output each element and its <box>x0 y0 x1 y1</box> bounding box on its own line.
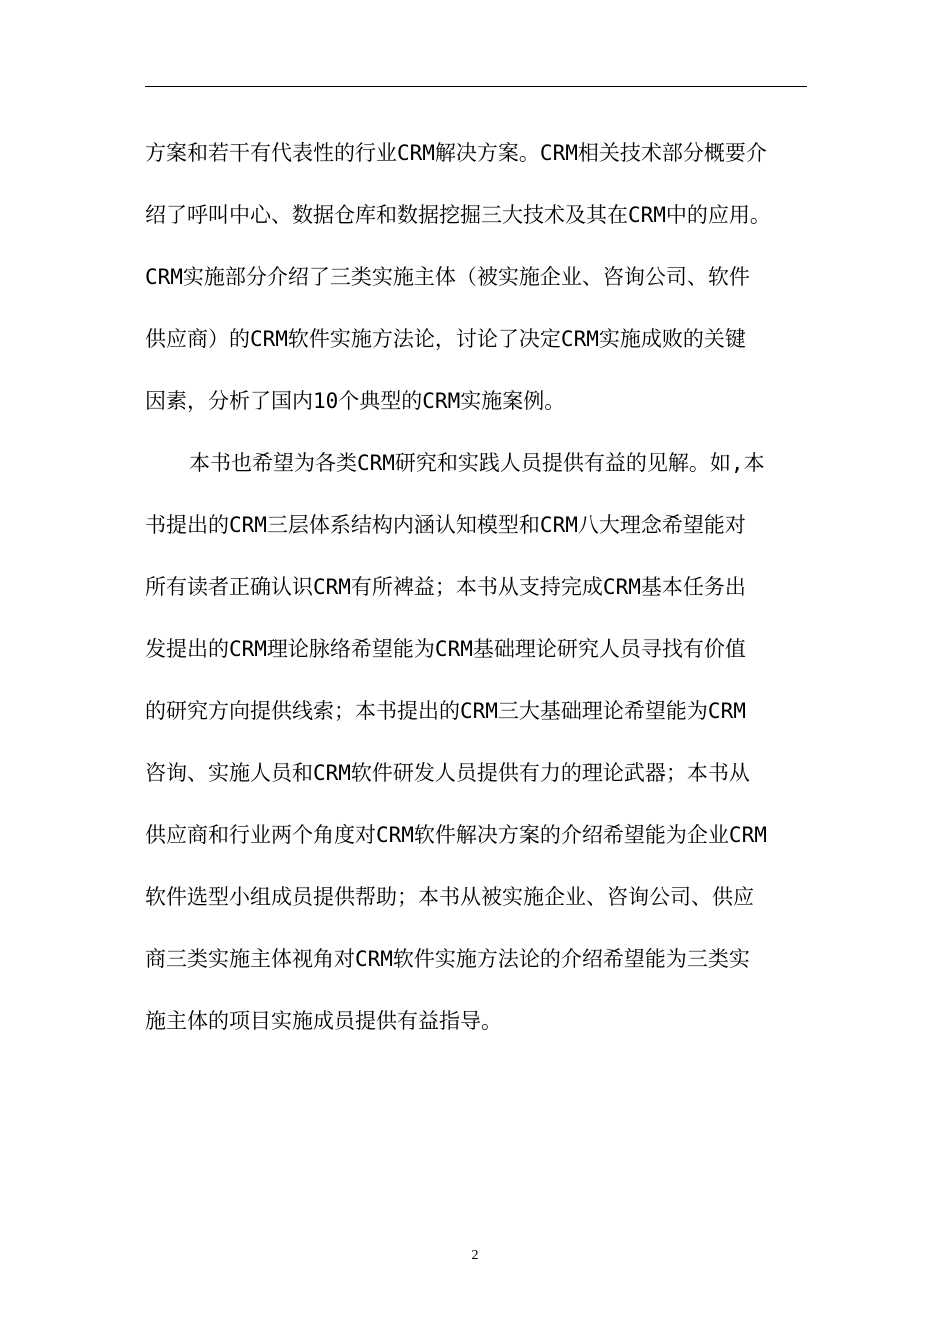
text-line: CRM实施部分介绍了三类实施主体（被实施企业、咨询公司、软件 <box>145 265 750 289</box>
header-rule <box>145 86 807 87</box>
text-line: 因素，分析了国内10个典型的CRM实施案例。 <box>145 389 566 413</box>
text-line: 所有读者正确认识CRM有所裨益；本书从支持完成CRM基本任务出 <box>145 575 746 599</box>
text-line: 发提出的CRM理论脉络希望能为CRM基础理论研究人员寻找有价值 <box>145 637 746 661</box>
text-line: 方案和若干有代表性的行业CRM解决方案。CRM相关技术部分概要介 <box>145 141 767 165</box>
text-line: 供应商）的CRM软件实施方法论，讨论了决定CRM实施成败的关键 <box>145 327 746 351</box>
text-line: 咨询、实施人员和CRM软件研发人员提供有力的理论武器；本书从 <box>145 761 750 785</box>
text-line: 供应商和行业两个角度对CRM软件解决方案的介绍希望能为企业CRM <box>145 823 767 847</box>
text-line: 的研究方向提供线索；本书提出的CRM三大基础理论希望能为CRM <box>145 699 746 723</box>
paragraph-first-line: 本书也希望为各类CRM研究和实践人员提供有益的见解。如,本 <box>189 451 765 475</box>
text-line: 商三类实施主体视角对CRM软件实施方法论的介绍希望能为三类实 <box>145 947 750 971</box>
text-line: 施主体的项目实施成员提供有益指导。 <box>145 1009 502 1033</box>
page-number: 2 <box>471 1248 479 1263</box>
text-line: 绍了呼叫中心、数据仓库和数据挖掘三大技术及其在CRM中的应用。 <box>145 203 771 227</box>
text-line: 书提出的CRM三层体系结构内涵认知模型和CRM八大理念希望能对 <box>145 513 746 537</box>
body-text <box>145 122 807 1052</box>
text-line: 软件选型小组成员提供帮助；本书从被实施企业、咨询公司、供应 <box>145 885 754 909</box>
